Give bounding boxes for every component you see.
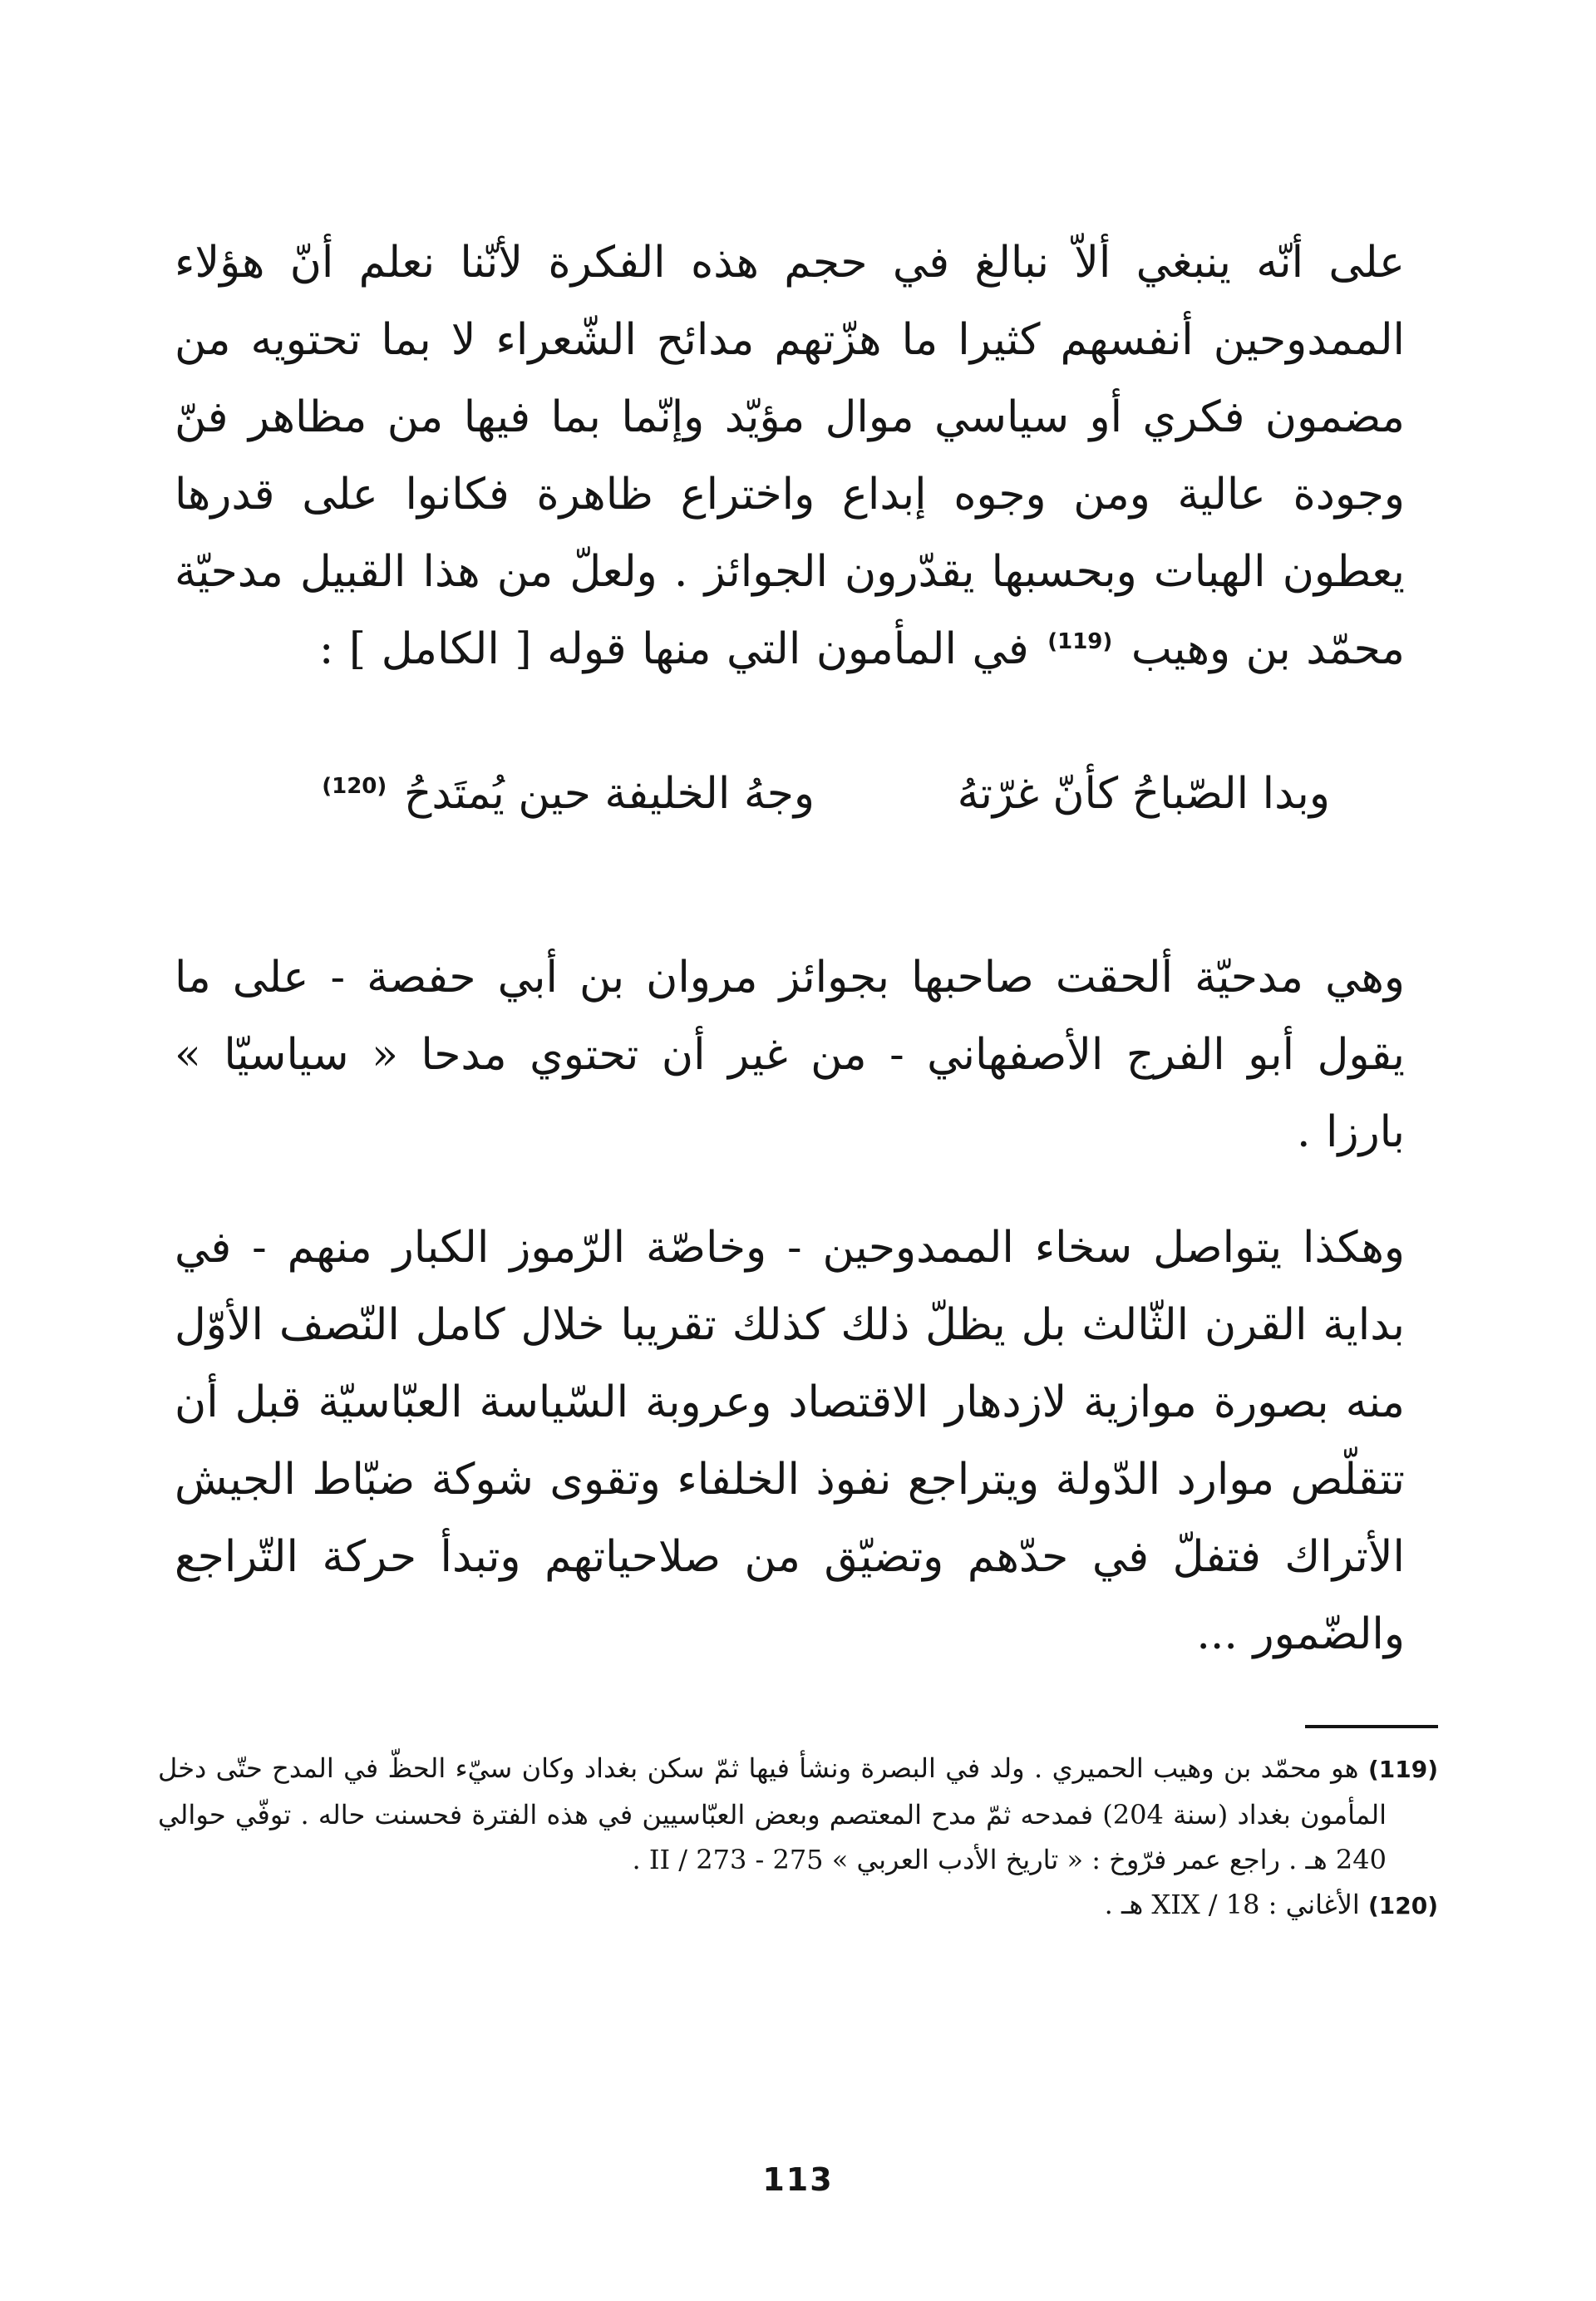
paragraph-3: وهكذا يتواصل سخاء الممدوحين - وخاصّة الرّموز الكبار منهم - في بداية القرن الثّالث بل يظلّ ذلك كذلك تقريبا خلال كامل النّصف الأوّل منه بصورة موازية لازدهار الاقتصاد وعروبة السّياسة العبّاسيّة قبل أن تتقلّص موارد الدّولة ويتراجع نفوذ الخلفاء وتقوى شوكة ضبّاط الجيش الأتراك فتفلّ في حدّهم وتضيّق من صلاحياتهم وتبدأ حركة التّراجع والضّمور ...: [175, 1223, 1405, 1659]
footnote-120: [158, 1882, 1438, 1929]
footnote-ref-119: (119): [1047, 628, 1113, 654]
paragraph-2: وهي مدحيّة ألحقت صاحبها بجوائز مروان بن أبي حفصة - على ما يقول أبو الفرج الأصفهاني - من غير أن تحتوي مدحا « سياسيّا » بارزا .: [175, 953, 1405, 1157]
footnote-text: الأغاني : XIX / 18 هـ .: [1104, 1889, 1360, 1920]
footnote-number: (120): [1367, 1892, 1438, 1919]
verse-first-hemistich: وبدا الصّباحُ كأنّ غرّتهُ: [957, 769, 1330, 819]
footnote-text: هو محمّد بن وهيب الحميري . ولد في البصرة ونشأ فيها ثمّ سكن بغداد وكان سيّء الحظّ في المدح حتّى دخل المأمون بغداد (سنة 204) فمدحه ثمّ مدح المعتصم وبعض العبّاسيين في هذه الفترة فحسنت حاله . توفّي حوالي 240 هـ . راجع عمر فرّوخ : « تاريخ الأدب العربي » II / 273 - 275 .: [158, 1752, 1387, 1875]
footnote-separator: [1305, 1725, 1438, 1728]
paragraph-1-text-start: على أنّه ينبغي ألاّ نبالغ في حجم هذه الفكرة لأنّنا نعلم أنّ هؤلاء الممدوحين أنفسهم كثيرا ما هزّتهم مدائح الشّعراء لا بما تحتويه من مضمون فكري أو سياسي موال مؤيّد وإنّما بما فيها من مظاهر فنّ وجودة عالية ومن وجوه إبداع واختراع ظاهرة فكانوا على قدرها يعطون الهبات وبحسبها يقدّرون الجوائز . ولعلّ من هذا القبيل مدحيّة محمّد بن وهيب: [175, 238, 1405, 674]
footnotes: [158, 1746, 1438, 1929]
paragraph-1: [175, 224, 1405, 688]
footnote-119: [158, 1746, 1438, 1882]
verse-second-hemistich-text: وجهُ الخليفة حين يُمتَدحُ: [403, 769, 815, 819]
footnote-ref-120: (120): [322, 773, 387, 799]
footnote-number: (119): [1367, 1756, 1439, 1783]
verse-line: [0, 769, 1596, 852]
paragraph-1-text-end: في المأمون التي منها قوله [ الكامل ] :: [318, 624, 1029, 674]
page-number: 113: [762, 2161, 834, 2198]
verse-second-hemistich: [318, 769, 815, 819]
